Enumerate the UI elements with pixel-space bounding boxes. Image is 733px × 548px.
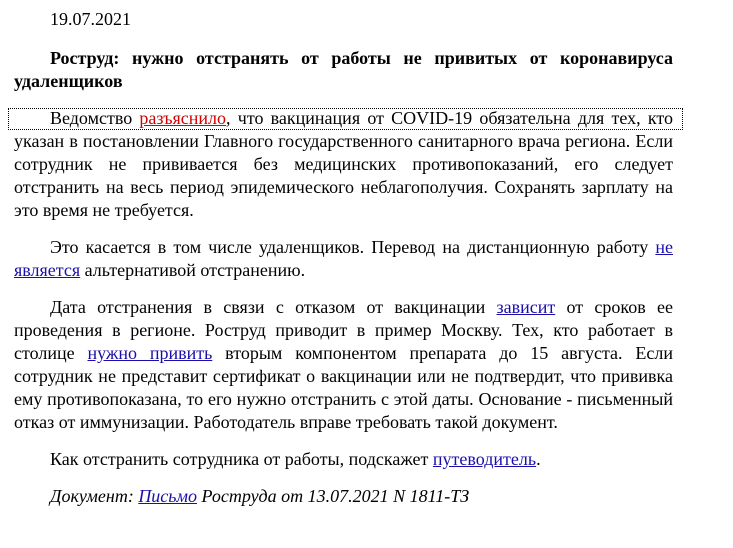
paragraph-3-text-c: вторым компонентом препарата до 15 августа. Если сотрудник не представит сертификат о вакцинации или не подтвердит, что прививка ему противопоказана, то его нужно отстранить с этой даты. Основание - письменный отказ от иммунизации. Работодатель вправе требовать такой документ.: [14, 343, 673, 432]
link-depends[interactable]: зависит: [496, 297, 556, 317]
link-letter[interactable]: Письмо: [138, 486, 197, 506]
paragraph-4: [14, 448, 673, 471]
link-explained[interactable]: разъяснило: [139, 108, 227, 128]
paragraph-2: [14, 236, 673, 282]
paragraph-3-text-a: Дата отстранения в связи с отказом от вакцинации: [50, 297, 497, 317]
paragraph-4-text-b: .: [536, 449, 541, 469]
publication-date: 19.07.2021: [50, 9, 131, 29]
link-is-not[interactable]: не является: [14, 237, 673, 280]
link-need-vaccinate[interactable]: нужно привить: [87, 343, 213, 363]
paragraph-2-text-a: Это касается в том числе удаленщиков. Перевод на дистанционную работу: [50, 237, 656, 257]
link-guide[interactable]: путеводитель: [432, 449, 537, 469]
paragraph-1: [14, 107, 673, 222]
document-reference: [14, 485, 673, 508]
paragraph-3-text-b: от сроков ее проведения в регионе. Роструд приводит в пример Москву. Тех, кто работает в столице: [14, 297, 673, 363]
paragraph-2-text-b: альтернативой отстранению.: [80, 260, 306, 280]
document-body: [14, 8, 673, 508]
document-label: Документ:: [50, 486, 139, 506]
paragraph-1-text-b: , что вакцинация от COVID-19 обязательна для тех, кто указан в постановлении Главного государственного санитарного врача региона. Если сотрудник не прививается без медицинских противопоказаний, его следует отстранить на весь период эпидемического неблагополучия. Сохранять зарплату на это время не требуется.: [14, 108, 673, 220]
paragraph-4-text-a: Как отстранить сотрудника от работы, подскажет: [50, 449, 433, 469]
paragraph-1-text-a: Ведомство: [50, 108, 140, 128]
document-details: Роструда от 13.07.2021 N 1811-ТЗ: [196, 486, 470, 506]
paragraph-3: [14, 296, 673, 434]
article-title: Роструд: нужно отстранять от работы не привитых от коронавируса удаленщиков: [14, 48, 673, 91]
